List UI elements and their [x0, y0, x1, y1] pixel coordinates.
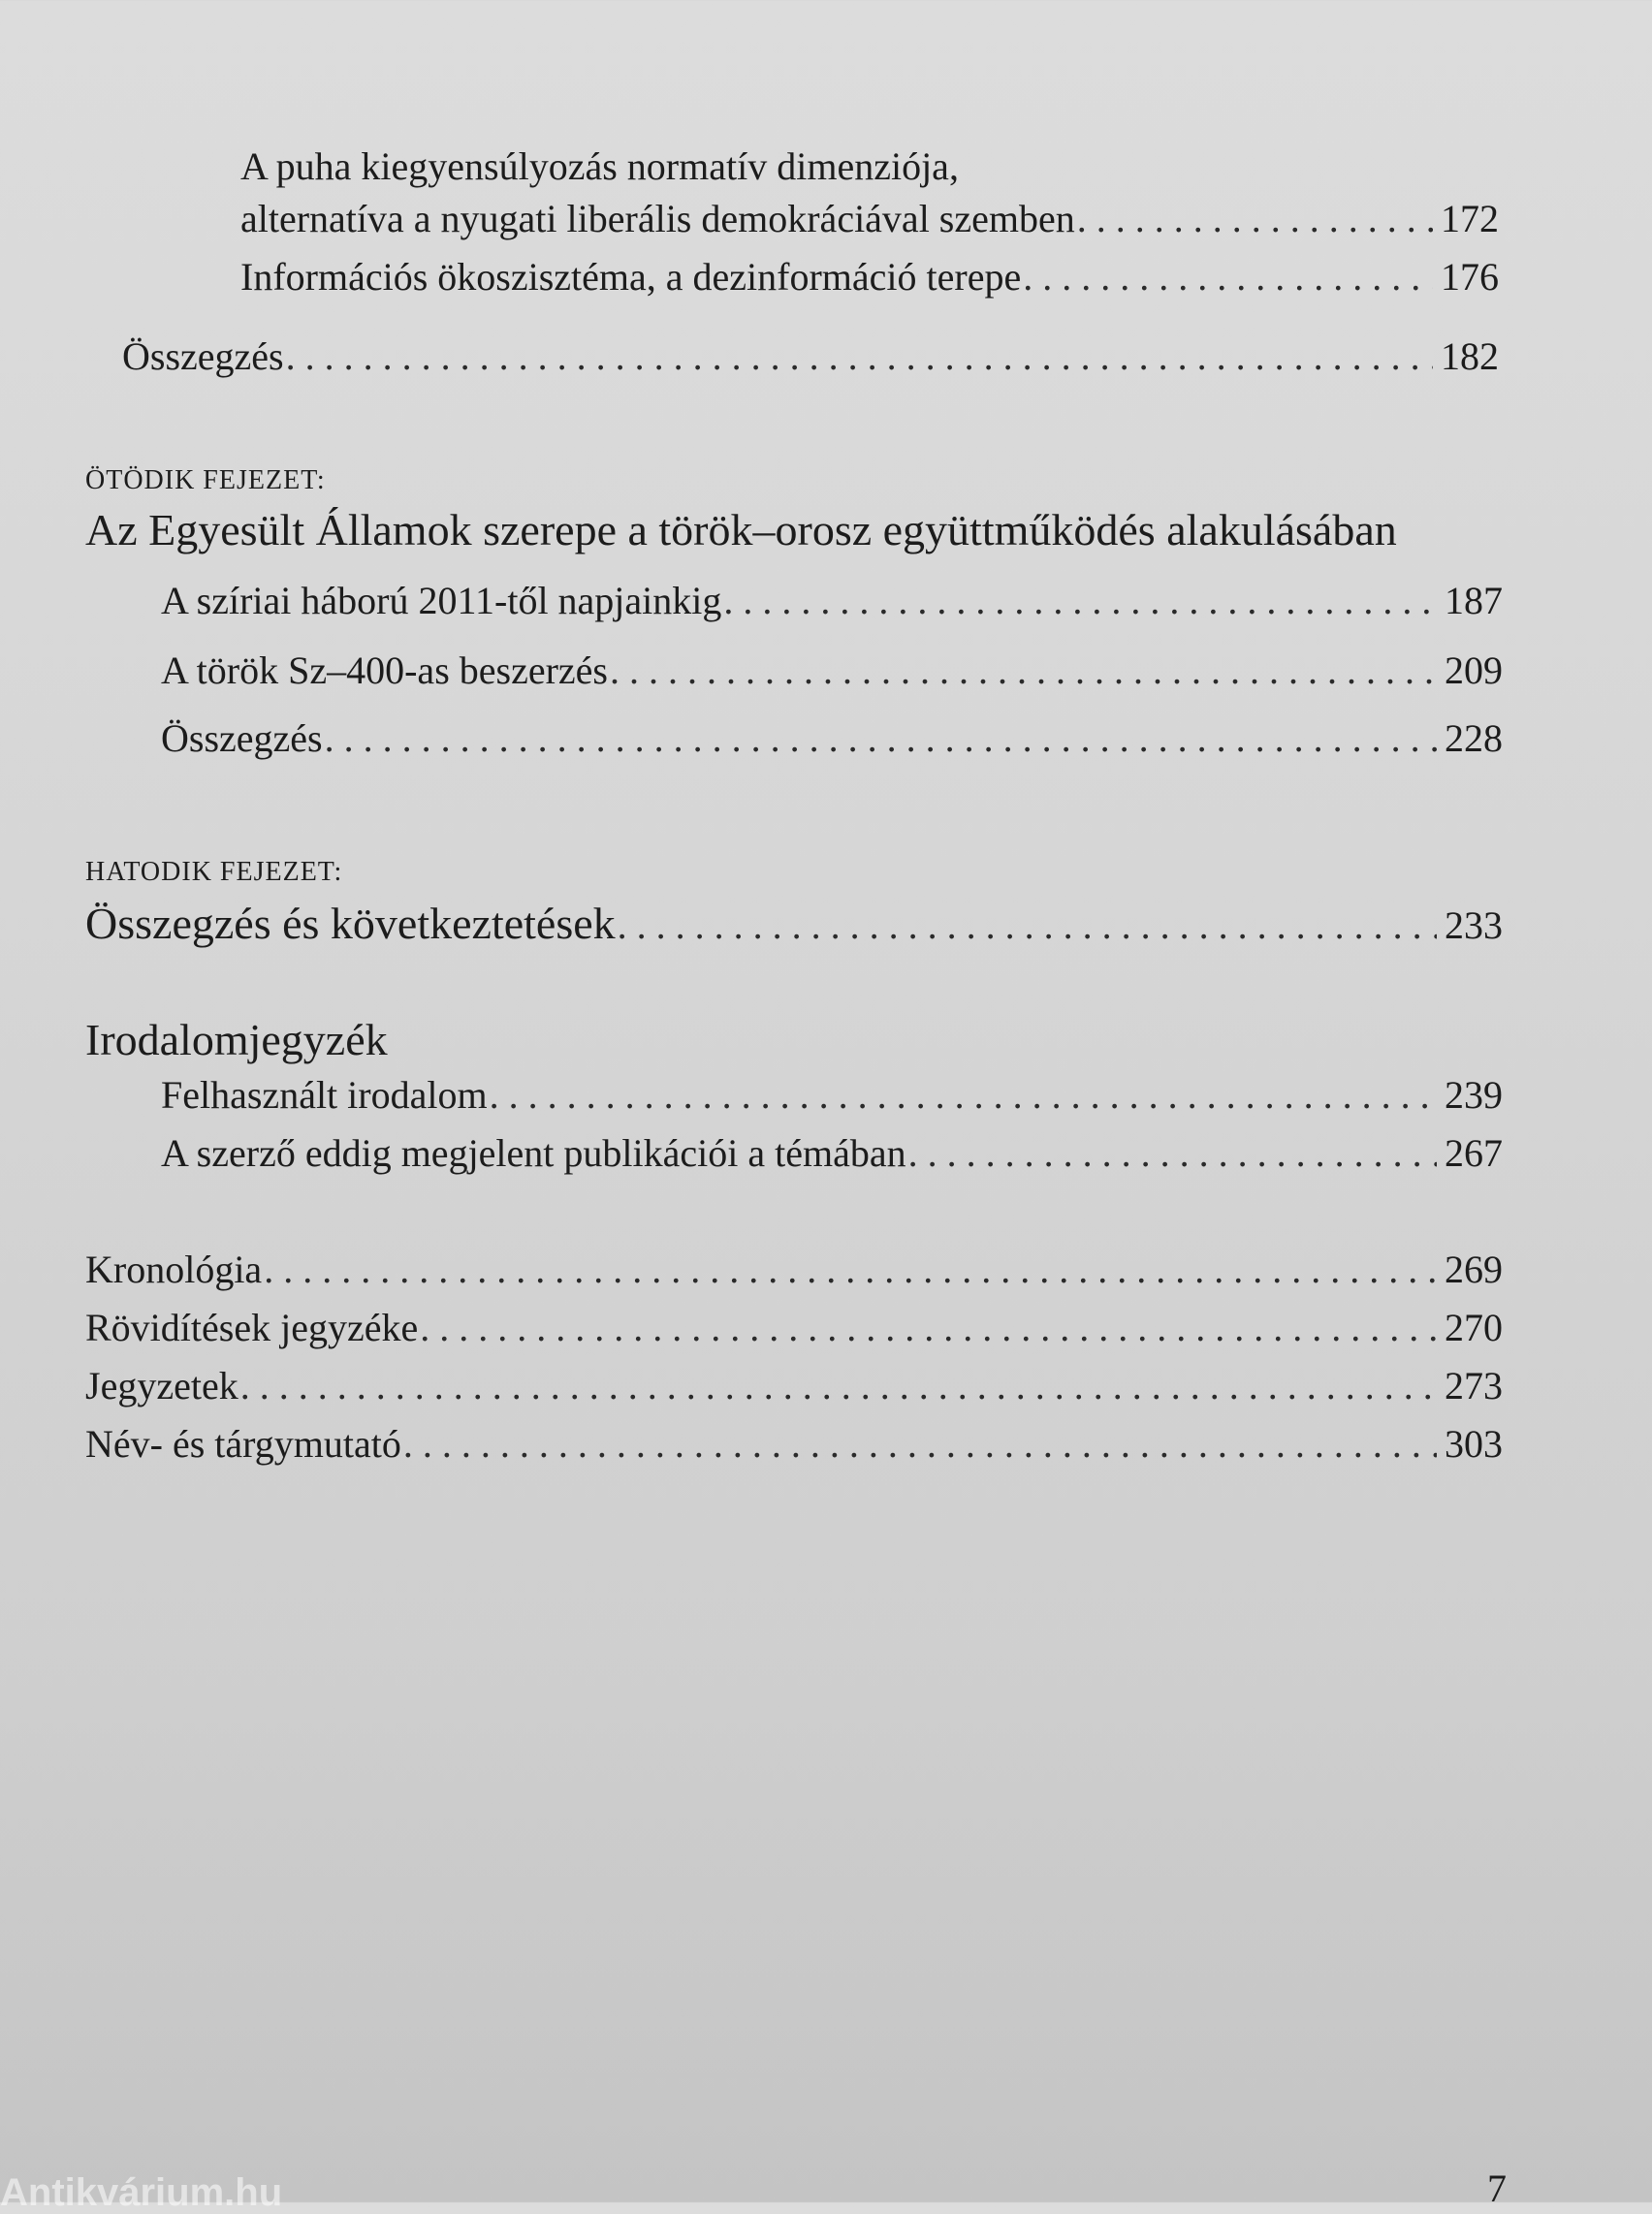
toc-entry-title: Összegzés [161, 716, 323, 760]
toc-entry-page: 187 [1445, 579, 1503, 622]
chapter-label: HATODIK FEJEZET: [85, 857, 343, 887]
dot-leader [420, 1305, 1437, 1351]
chapter-label: ÖTÖDIK FEJEZET: [85, 465, 326, 495]
dot-leader [908, 1130, 1437, 1177]
toc-entry [122, 333, 1499, 380]
toc-entry [240, 254, 1499, 300]
dot-leader [1077, 196, 1433, 242]
toc-entry-page: 239 [1445, 1073, 1503, 1117]
chapter-title: Összegzés és következtetések [85, 899, 616, 948]
toc-entry-title: Felhasznált irodalom [161, 1073, 488, 1117]
toc-entry [161, 1130, 1503, 1177]
toc-entry-page: 267 [1445, 1131, 1503, 1175]
toc-entry-title: Összegzés [122, 334, 284, 378]
dot-leader [403, 1421, 1437, 1468]
toc-entry-page: 233 [1445, 903, 1503, 947]
watermark: Antikvárium.hu [0, 2171, 283, 2214]
dot-leader [264, 1247, 1437, 1293]
toc-entry-title: A szerző eddig megjelent publikációi a témában [161, 1131, 906, 1175]
toc-entry-page: 269 [1445, 1248, 1503, 1291]
toc-entry [85, 1247, 1503, 1293]
toc-entry-title: Jegyzetek [85, 1364, 238, 1407]
toc-entry-title: Kronológia [85, 1248, 263, 1291]
toc-entry-title: A puha kiegyensúlyozás normatív dimenziója, [240, 144, 959, 188]
toc-entry-title: Név- és tárgymutató [85, 1422, 401, 1466]
toc-entry-title: A török Sz–400-as beszerzés [161, 648, 608, 692]
toc-entry-page: 270 [1445, 1306, 1503, 1349]
dot-leader [286, 333, 1433, 380]
toc-entry-title: A szíriai háború 2011-től napjainkig [161, 579, 722, 622]
toc-entry [161, 715, 1503, 762]
dot-leader [723, 578, 1437, 624]
toc-entry-page: 182 [1441, 334, 1499, 378]
chapter-title: Az Egyesült Államok szerepe a török–orosz együttműködés alakulásában [85, 505, 1397, 554]
toc-entry-page: 228 [1445, 716, 1503, 760]
toc-entry [85, 1305, 1503, 1351]
toc-entry [240, 196, 1499, 242]
toc-entry [161, 1072, 1503, 1119]
dot-leader [240, 1363, 1437, 1409]
dot-leader [325, 715, 1437, 762]
toc-entry [161, 648, 1503, 694]
toc-entry-page: 209 [1445, 648, 1503, 692]
toc-entry-title: alternatíva a nyugati liberális demokráciával szemben [240, 197, 1075, 240]
toc-entry-page: 176 [1441, 255, 1499, 299]
toc-entry-title: Információs ökoszisztéma, a dezinformáció terepe [240, 255, 1022, 299]
toc-entry [161, 578, 1503, 624]
toc-entry-page: 303 [1445, 1422, 1503, 1466]
toc-entry [85, 1421, 1503, 1468]
toc-entry-title: Rövidítések jegyzéke [85, 1306, 419, 1349]
toc-entry [85, 898, 1503, 952]
toc-entry-page: 273 [1445, 1364, 1503, 1407]
dot-leader [1023, 254, 1433, 300]
dot-leader [490, 1072, 1437, 1119]
dot-leader [618, 900, 1437, 952]
page-number: 7 [1487, 2167, 1507, 2210]
dot-leader [610, 648, 1437, 694]
toc-entry [85, 1363, 1503, 1409]
toc-entry-page: 172 [1441, 197, 1499, 240]
section-title: Irodalomjegyzék [85, 1015, 388, 1064]
